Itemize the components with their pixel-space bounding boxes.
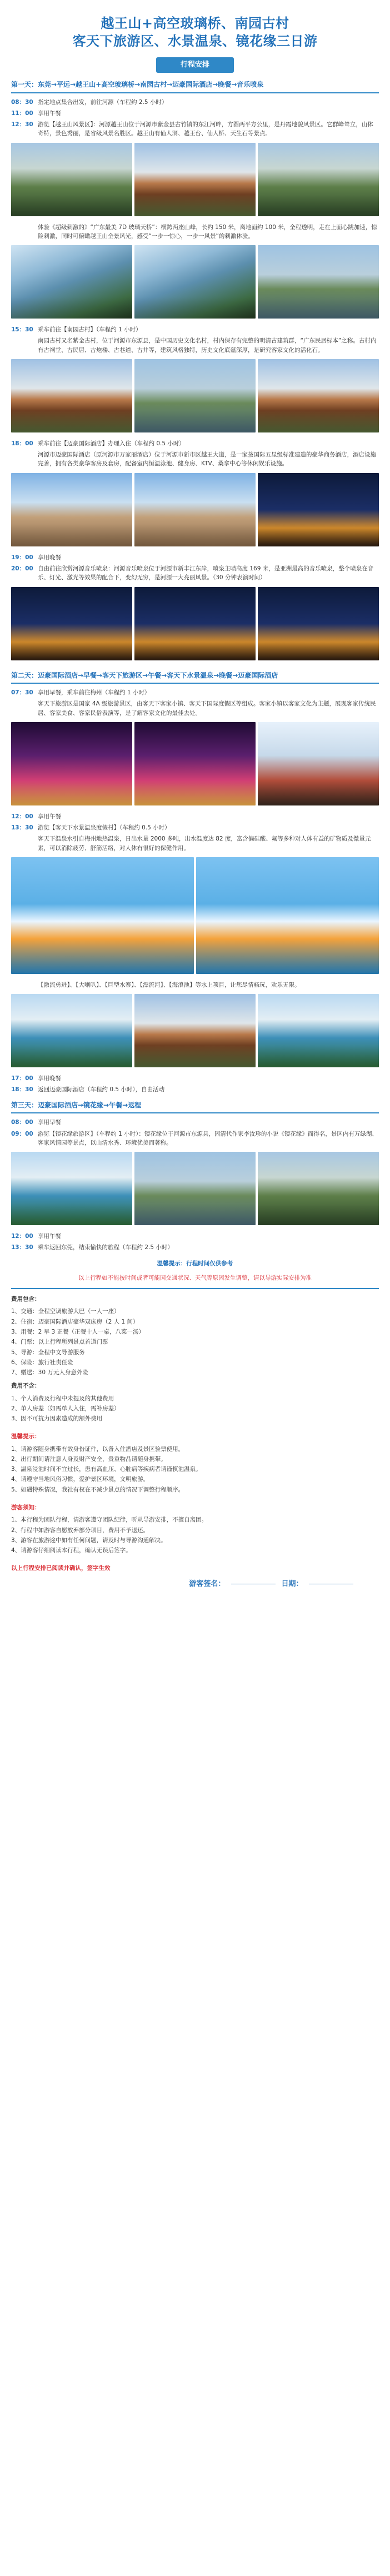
fee-item: 1、交通：全程空调旅游大巴（一人一座） <box>11 1308 120 1315</box>
photo-row-yuewang <box>11 143 379 216</box>
sign-label: 游客签名： <box>189 1579 226 1588</box>
photo-row-waterpark <box>11 857 379 974</box>
fee-item: 2、住宿：迈豪国际酒店豪华双床房（2 人 1 间） <box>11 1318 139 1325</box>
day3-item: 09：00 游览【镜花缘旅游区】（车程约 1 小时）：镜花缘位于河源市东源县，因清代作家李汝珍的小说《镜花缘》而得名，景区内有万绿湖、客家风情园等景点，以山清水秀、环境优美而著称。 <box>11 1130 378 1146</box>
photo-row-hotspring <box>11 994 379 1067</box>
glass-bridge-photo <box>11 245 132 319</box>
mountain-photo <box>258 143 379 216</box>
fee-item: 6、保险：旅行社责任险 <box>11 1359 73 1366</box>
day1-item: 南园古村又名紫金古村，位于河源市东源县，是中国历史文化名村，村内保存有完整的明清古建筑群，“广东民居标本”之称。古村内有古祠堂、古民居、古炮楼、古巷道、古井等，建筑风格独特，历史文化底蕴深厚，是研究客家文化的活化石。 <box>38 337 377 354</box>
day3-item: 08：00 享用早餐 <box>11 1119 61 1126</box>
day1-item: 15：30 乘车前往【南园古村】（车程约 1 小时） <box>11 326 142 334</box>
fee-exclude-item: 1、个人消费及行程中未提及的其他费用 <box>11 1395 114 1402</box>
photo-row-hotel <box>11 473 379 546</box>
photo-row-nanyuan <box>11 359 379 432</box>
lake-photo <box>134 1152 256 1225</box>
tip-item: 3、温泉浸泡时间不宜过长，患有高血压、心脏病等疾病者请谨慎泡温泉。 <box>11 1466 202 1473</box>
day1-item: 体验《超级刺激的》“广东最美 7D 玻璃天桥”：横跨两座山峰，长约 150 米，离地面约 100 米，全程透明，走在上面心跳加速，惊险刺激，同时可俯瞰越王山全景风光，感受“一步一惊心，一步一风景”的刺激体验。 <box>38 223 377 240</box>
show-photo <box>11 722 132 805</box>
day2-item: 13：30 游览【客天下水景温泉度假村】（车程约 0.5 小时） <box>11 824 171 832</box>
photo-row-jinghuayuan <box>11 1152 379 1225</box>
signature-area <box>11 1579 379 1590</box>
contract-item: 3、游客在旅游途中如有任何问题，请及时与导游沟通解决。 <box>11 1536 167 1544</box>
contract-list <box>11 1515 379 1555</box>
glass-bridge-photo <box>134 245 256 319</box>
day1-item: 19：00 享用晚餐 <box>11 554 61 561</box>
fee-item: 7、赠送：30 万元人身意外险 <box>11 1369 88 1376</box>
show-photo <box>134 722 256 805</box>
title-line-1: 越王山+高空玻璃桥、南园古村 <box>101 16 289 31</box>
date-label: 日期： <box>281 1579 303 1588</box>
village-photo <box>134 359 256 432</box>
tip-item: 2、出行期间请注意人身及财产安全，贵重物品请随身携带。 <box>11 1455 167 1463</box>
hotspring-photo <box>11 994 132 1067</box>
day1-item: 18：00 乘车前往【迈豪国际酒店】办理入住（车程约 0.5 小时） <box>11 440 185 447</box>
fee-exclude-item: 3、因不可抗力因素造成的额外费用 <box>11 1415 103 1423</box>
day1-item: 11：00 享用午餐 <box>11 110 61 117</box>
day2-item: 12：00 享用午餐 <box>11 813 61 820</box>
tip-item: 1、请游客随身携带有效身份证件，以备入住酒店及景区验票使用。 <box>11 1445 184 1453</box>
tips-title: 温馨提示： <box>11 1433 41 1440</box>
notice-heading: 温馨提示：行程时间仅供参考 <box>157 1260 233 1267</box>
hotspring-photo <box>134 994 256 1067</box>
fee-title: 费用包含： <box>11 1296 41 1303</box>
day2-item: 客天下旅游区是国家 4A 级旅游景区，由客天下客家小镇、客天下国际度假区等组成。客家小镇以客家文化为主题，展现客家传统民居、客家美食、客家民俗表演等，是了解客家文化的最佳去处。 <box>38 700 376 717</box>
fountain-photo <box>11 587 132 660</box>
day1-heading: 第一天：东莞→平远→越王山+高空玻璃桥→南园古村→迈豪国际酒店→晚餐→音乐喷泉 <box>11 76 379 93</box>
tip-item: 5、如遇特殊情况，我社有权在不减少景点的情况下调整行程顺序。 <box>11 1486 184 1493</box>
hotel-photo <box>134 473 256 546</box>
fee-item: 5、导游：全程中文导游服务 <box>11 1349 85 1356</box>
day2-item: 17：00 享用晚餐 <box>11 1075 61 1082</box>
fee-exclude-title: 费用不含： <box>11 1383 41 1390</box>
day1-item: 河源市迈豪国际酒店（原河源市万家丽酒店）位于河源市新市区越王大道，是一家按国际五星级标准建造的豪华商务酒店，酒店设施完善，拥有各类豪华客房及套房，配备室内恒温泳池、健身房、KTV、桑拿中心等休闲娱乐设施。 <box>38 451 376 468</box>
photo-row-fountain <box>11 587 379 660</box>
fee-exclude-item: 2、单人房差（如需单人入住，需补房差） <box>11 1405 120 1412</box>
schedule-pill: 行程安排 <box>156 57 234 73</box>
day1-item: 12：30 游览【越王山风景区】：河源越王山位于河源市紫金县古竹镇的东江河畔，方圆两平方公里，是丹霞地貌风景区。它群峰耸立，山体奇特，景色秀丽，是省级风景名胜区。越王山有仙人洞、越王台、仙人桥、天生石等景点。 <box>11 121 373 137</box>
photo-row-glass-bridge <box>11 245 379 319</box>
fee-item: 3、用餐：2 早 3 正餐（正餐十人一桌，八菜一汤） <box>11 1329 145 1335</box>
culture-photo <box>258 722 379 805</box>
fountain-photo <box>258 587 379 660</box>
fee-exclude-list <box>11 1394 379 1424</box>
lake-photo <box>258 1152 379 1225</box>
day2-item: 18：30 返回迈豪国际酒店（车程约 0.5 小时），自由活动 <box>11 1086 165 1093</box>
contract-item: 1、本行程为团队行程，请游客遵守团队纪律，听从导游安排，不擅自离团。 <box>11 1516 208 1524</box>
waterpark-photo <box>11 857 194 974</box>
hotspring-photo <box>258 994 379 1067</box>
fee-list <box>11 1307 379 1377</box>
mountain-photo <box>11 143 132 216</box>
day2-item: 客天下温泉水引自梅州地热温泉，日出水量 2000 多吨，出水温度达 82 度，富含偏硅酸、氟等多种对人体有益的矿物质及微量元素，可以消除疲劳、舒筋活络，对人体有很好的保健作用。 <box>38 836 371 852</box>
day2-item: 【激流勇进】、【大喇叭】、【巨型水寨】、【漂流河】、【海浪池】等水上项目，让您尽情畅玩，欢乐无限。 <box>38 981 301 988</box>
fee-item: 4、门票：以上行程所列景点首道门票 <box>11 1339 108 1346</box>
tips-list <box>11 1445 379 1494</box>
day1-item: 08：30 指定地点集合出发，前往河源（车程约 2.5 小时） <box>11 98 168 106</box>
river-photo <box>258 245 379 319</box>
header <box>11 0 379 76</box>
lake-photo <box>11 1152 132 1225</box>
divider <box>11 1288 379 1289</box>
day3-heading: 第三天：迈豪国际酒店→镜花缘→午餐→返程 <box>11 1097 379 1114</box>
photo-row-kaotianxia <box>11 722 379 805</box>
tip-item: 4、请遵守当地风俗习惯，爱护景区环境，文明旅游。 <box>11 1476 149 1483</box>
fountain-photo <box>134 587 256 660</box>
temple-photo <box>134 143 256 216</box>
contract-title: 游客须知： <box>11 1504 41 1511</box>
day3-item: 13：30 乘车返回东莞，结束愉快的旅程（车程约 2.5 小时） <box>11 1244 173 1251</box>
hotel-night-photo <box>258 473 379 546</box>
hotel-photo <box>11 473 132 546</box>
notice-sub: 以上行程如不能按时间或者可能因交通状况、天气等原因发生调整，请以导游实际安排为准 <box>78 1274 312 1281</box>
contract-item: 2、行程中如游客自愿放弃部分项目，费用不予退还。 <box>11 1526 149 1534</box>
day1-item: 20：00 自由前往欣赏河源音乐喷泉：河源音乐喷泉位于河源市新丰江东岸，喷泉主喷高度 169 米，是亚洲最高的音乐喷泉，整个喷泉在音乐、灯光、激光等效果的配合下，变幻无穷，是河源一大亮丽风景。（30 分钟表演时间） <box>11 565 374 581</box>
day2-item: 07：30 享用早餐，乘车前往梅州（车程约 1 小时） <box>11 689 151 697</box>
ancient-village-photo <box>11 359 132 432</box>
waterpark-photo <box>196 857 379 974</box>
day3-item: 12：00 享用午餐 <box>11 1233 61 1240</box>
title-line-2: 客天下旅游区、水景温泉、镜花缘三日游 <box>72 33 318 49</box>
ancient-village-photo <box>258 359 379 432</box>
contract-item: 4、请游客仔细阅读本行程，确认无误后签字。 <box>11 1547 132 1554</box>
day2-heading: 第二天：迈豪国际酒店→早餐→客天下旅游区→午餐→客天下水景温泉→晚餐→迈豪国际酒店 <box>11 667 379 684</box>
footer-note: 以上行程安排已阅读并确认，签字生效 <box>11 1565 111 1572</box>
